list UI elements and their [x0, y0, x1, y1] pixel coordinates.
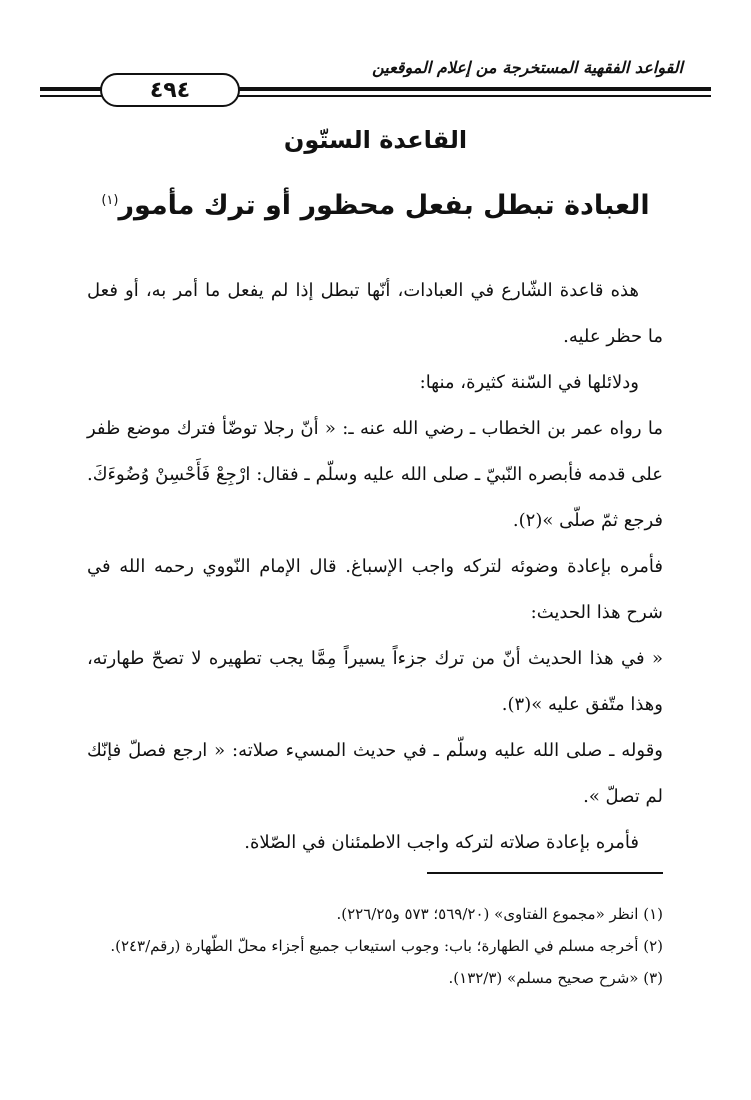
rule-statement-text: العبادة تبطل بفعل محظور أو ترك مأمور [118, 190, 650, 221]
footnote-item: (٢) أخرجه مسلم في الطهارة؛ باب: وجوب استيعاب جميع أجزاء محلّ الطّهارة (رقم/٢٤٣). [110, 937, 663, 955]
quote-paragraph: « في هذا الحديث أنّ من ترك جزءاً يسيراً مِمَّا يجب تطهيره لا تصحّ طهارته، وهذا متّفق عليه »(٣). [87, 648, 663, 715]
paragraph: ودلائلها في السّنة كثيرة، منها: [419, 372, 639, 393]
footnotes [73, 898, 663, 994]
rule-statement [0, 190, 751, 221]
paragraph: فأمره بإعادة صلاته لتركه واجب الاطمئنان في الصّلاة. [244, 832, 639, 853]
footnote-item: (١) انظر «مجموع الفتاوى» (٥٦٩/٢٠؛ ٥٧٣ و٢٢٦/٢٥). [336, 905, 663, 923]
rule-heading: القاعدة الستّون [283, 126, 468, 154]
footnote-marker: (١) [101, 193, 119, 208]
paragraph: وقوله ـ صلى الله عليه وسلّم ـ في حديث المسيء صلاته: « ارجع فصلّ فإنّك لم تصلّ ». [87, 740, 663, 807]
paragraph: فأمره بإعادة وضوئه لتركه واجب الإسباغ. قال الإمام النّووي رحمه الله في شرح هذا الحديث: [87, 556, 663, 623]
footnote-item: (٣) «شرح صحيح مسلم» (١٣٢/٣). [448, 969, 663, 987]
paragraph: ما رواه عمر بن الخطاب ـ رضي الله عنه ـ: « أنّ رجلا توضّأ فترك موضع ظفر على قدمه فأبصره النّبيّ ـ صلى الله عليه وسلّم ـ فقال: ارْجِعْ فَأَحْسِنْ وُضُوءَكَ. فرجع ثمّ صلّى »(٢). [87, 418, 663, 531]
body-text [87, 268, 663, 866]
running-header-title: القواعد الفقهية المستخرجة من إعلام الموقعين [372, 58, 683, 77]
page-number-badge: ٤٩٤ [100, 73, 240, 107]
paragraph: هذه قاعدة الشّارع في العبادات، أنّها تبطل إذا لم يفعل ما أمر به، أو فعل ما حظر عليه. [87, 280, 663, 347]
footnote-separator [427, 872, 663, 874]
running-header [40, 54, 711, 103]
